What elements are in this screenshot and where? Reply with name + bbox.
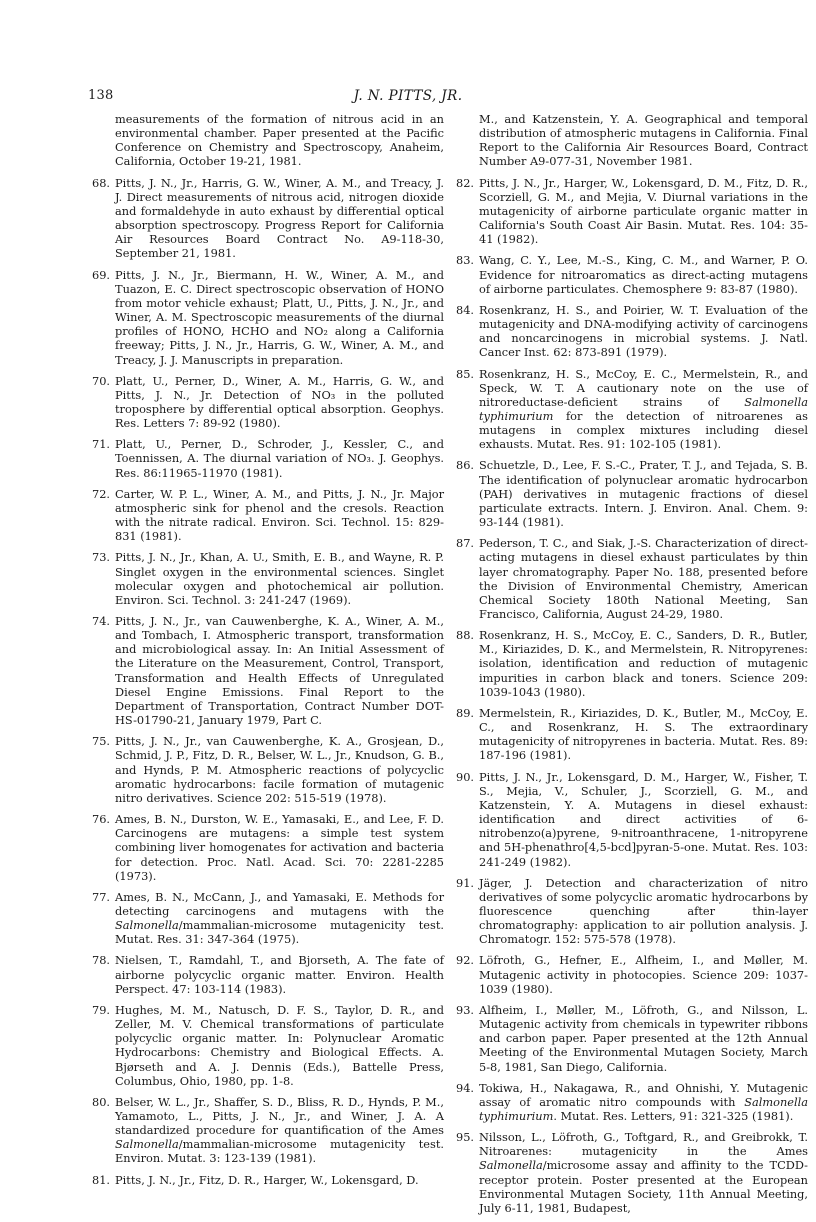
reference-text: Rosenkranz, H. S., McCoy, E. C., Mermelstein, R., and Speck, W. T. A cautionary note on the use of nitroreductase-deficient strains of xyxy=(479,366,808,409)
reference-text: Rosenkranz, H. S., and Poirier, W. T. Evaluation of the mutagenicity and DNA-modifying activity of carcinogens and noncarcinogens in microbial systems. J. Natl. Cancer Inst. 62: 873-891 (1979). xyxy=(479,302,808,360)
reference-entry xyxy=(92,176,444,261)
reference-text: for the detection of nitroarenes as mutagens in complex mixtures including diesel exhausts. Mutat. Res. 91: 102-105 (1981). xyxy=(479,408,808,452)
reference-text: Alfheim, I., Møller, M., Löfroth, G., and Nilsson, L. Mutagenic activity from chemicals in typewriter ribbons and carbon paper. Paper presented at the 12th Annual Meeting of the Environmental Mutagen Society, March 5-8, 1981, San Diego, California. xyxy=(479,1002,808,1074)
reference-italic-text: Salmonella typhimurium xyxy=(479,394,808,423)
reference-text: Pitts, J. N., Jr., Biermann, H. W., Winer, A. M., and Tuazon, E. C. Direct spectroscopic observation of HONO from motor vehicle exhaust; Platt, U., Pitts, J. N., Jr., and Winer, A. M. Spectroscopic measurements of the diurnal profiles of HONO, HCHO and NO₂ along a California freeway; Pitts, J. N., Jr., Harris, G. W., Winer, A. M., and Treacy, J. J. Manuscripts in preparation. xyxy=(115,267,444,367)
reference-text: Pitts, J. N., Jr., Fitz, D. R., Harger, W., Lokensgard, D. xyxy=(115,1172,419,1187)
reference-text: Pitts, J. N., Jr., Khan, A. U., Smith, E. B., and Wayne, R. P. Singlet oxygen in the environmental sciences. Singlet molecular oxygen and photochemical air pollution. Environ. Sci. Technol. 3: 241-247 (1969). xyxy=(115,550,444,607)
reference-entry xyxy=(456,253,808,295)
reference-text: /mammalian-microsome mutagenicity test. Environ. Mutat. 3: 123-139 (1981). xyxy=(115,1137,444,1166)
reference-text: Pitts, J. N., Jr., Harger, W., Lokensgard, D. M., Fitz, D. R., Scorziell, G. M., and Mejia, V. Diurnal variations in the mutagenicity of airborne particulate organic matter in California's South Coast Air Basin. Mutat. Res. 104: 35-41 (1982). xyxy=(479,175,808,247)
reference-entry xyxy=(92,1095,444,1166)
reference-italic-text: Salmonella xyxy=(479,1158,543,1173)
page-header xyxy=(0,88,816,108)
reference-entry xyxy=(456,176,808,247)
reference-text: . Mutat. Res. Letters, 91: 321-325 (1981). xyxy=(553,1109,794,1123)
reference-entry xyxy=(92,487,444,544)
reference-number: 70. xyxy=(92,373,111,388)
reference-italic-text: Salmonella xyxy=(115,918,179,933)
reference-text: Platt, U., Perner, D., Schroder, J., Kessler, C., and Toennissen, A. The diurnal variation of NO₃. J. Geophys. Res. 86:11965-11970 (1981). xyxy=(115,437,444,480)
reference-text: Tokiwa, H., Nakagawa, R., and Ohnishi, Y. Mutagenic assay of aromatic nitro compounds with xyxy=(479,1080,808,1109)
reference-entry xyxy=(92,734,444,805)
reference-number: 71. xyxy=(92,437,111,452)
reference-number: 93. xyxy=(456,1002,475,1017)
reference-number: 86. xyxy=(456,458,475,473)
reference-text: Carter, W. P. L., Winer, A. M., and Pitts, J. N., Jr. Major atmospheric sink for phenol and the cresols. Reaction with the nitrate radical. Environ. Sci. Technol. 15: 829-831 (1981). xyxy=(115,486,444,544)
reference-number: 75. xyxy=(92,734,111,749)
reference-text: Nilsson, L., Löfroth, G., Toftgard, R., and Greibrokk, T. Nitroarenes: mutagenicity in the Ames xyxy=(479,1130,808,1159)
reference-text: Pederson, T. C., and Siak, J.-S. Characterization of direct-acting mutagens in diesel exhaust particulates by thin layer chromatography. Paper No. 188, presented before the Division of Environmental Chemistry, American Chemical Society 180th National Meeting, San Francisco, California, August 24-29, 1980. xyxy=(479,536,808,621)
reference-number: 94. xyxy=(456,1080,475,1095)
reference-entry xyxy=(456,112,808,169)
reference-entry xyxy=(456,1003,808,1074)
reference-entry xyxy=(92,890,444,947)
reference-entry xyxy=(456,303,808,360)
reference-text: Rosenkranz, H. S., McCoy, E. C., Sanders, D. R., Butler, M., Kiriazides, D. K., and Mermelstein, R. Nitropyrenes: isolation, identification and reduction of mutagenic impurities in carbon black and toners. Science 209: 1039-1043 (1980). xyxy=(479,628,808,699)
reference-number: 69. xyxy=(92,267,111,282)
reference-text: Platt, U., Perner, D., Winer, A. M., Harris, G. W., and Pitts, J. N., Jr. Detection of NO₃ in the polluted troposphere by differential optical absorption. Geophys. Res. Letters 7: 89-92 (1980). xyxy=(115,373,444,431)
reference-entry xyxy=(92,437,444,479)
reference-entry xyxy=(92,1173,444,1187)
reference-text: /mammalian-microsome mutagenicity test. Mutat. Res. 31: 347-364 (1975). xyxy=(115,918,444,947)
references-left-column xyxy=(92,112,444,1194)
reference-entry xyxy=(456,1081,808,1123)
reference-entry xyxy=(456,536,808,621)
reference-entry xyxy=(456,458,808,529)
reference-number: 87. xyxy=(456,536,475,551)
reference-number: 84. xyxy=(456,302,475,317)
reference-number: 72. xyxy=(92,486,111,501)
reference-entry xyxy=(456,1130,808,1215)
reference-text: measurements of the formation of nitrous acid in an environmental chamber. Paper presented at the Pacific Conference on Chemistry and Spectroscopy, Anaheim, California, October 19-21, 1981. xyxy=(115,112,444,169)
reference-number: 74. xyxy=(92,614,111,628)
reference-text: Pitts, J. N., Jr., Lokensgard, D. M., Harger, W., Fisher, T. S., Mejia, V., Schuler, J., Scorziell, G. M., and Katzenstein, Y. A. Mutagens in diesel exhaust: identification and direct activities of 6-nitrobenzo(a)pyrene, 9-nitroanthracene, 1-nitropyrene and 5H-phenathro[4,5-bcd]pyran-5-one. Mutat. Res. 103: 241-249 (1982). xyxy=(479,769,808,869)
reference-number: 83. xyxy=(456,253,475,268)
reference-text: Wang, C. Y., Lee, M.-S., King, C. M., and Warner, P. O. Evidence for nitroaromatics as direct-acting mutagens of airborne particulates. Chemosphere 9: 83-87 (1980). xyxy=(479,253,808,296)
reference-number: 68. xyxy=(92,175,111,190)
reference-entry xyxy=(92,112,444,169)
reference-text: Schuetzle, D., Lee, F. S.-C., Prater, T. J., and Tejada, S. B. The identification of polynuclear aromatic hydrocarbon (PAH) derivatives in mutagenic fractions of diesel particulate extracts. Intern. J. Environ. Anal. Chem. 9: 93-144 (1981). xyxy=(479,458,808,530)
reference-text: Ames, B. N., Durston, W. E., Yamasaki, E., and Lee, F. D. Carcinogens are mutagens: a simple test system combining liver homogenates for activation and bacteria for detection. Proc. Natl. Acad. Sci. 70: 2281-2285 (1973). xyxy=(115,812,444,883)
reference-entry xyxy=(92,953,444,995)
reference-entry xyxy=(456,706,808,763)
reference-number: 80. xyxy=(92,1094,111,1109)
reference-entry xyxy=(92,374,444,431)
page-number: 138 xyxy=(88,88,114,103)
reference-entry xyxy=(92,812,444,883)
reference-entry xyxy=(92,268,444,367)
reference-text: Nielsen, T., Ramdahl, T., and Bjorseth, A. The fate of airborne polycyclic organic matter. Environ. Health Perspect. 47: 103-114 (1983). xyxy=(115,953,444,996)
reference-text: M., and Katzenstein, Y. A. Geographical and temporal distribution of atmospheric mutagens in California. Final Report to the California Air Resources Board, Contract Number A9-077-31, November 1981. xyxy=(479,112,808,169)
reference-text: Mermelstein, R., Kiriazides, D. K., Butler, M., McCoy, E. C., and Rosenkranz, H. S. The extraordinary mutagenicity of nitropyrenes in bacteria. Mutat. Res. 89: 187-196 (1981). xyxy=(479,705,808,763)
reference-number: 77. xyxy=(92,889,111,904)
reference-italic-text: Salmonella typhimurium xyxy=(479,1094,808,1123)
reference-number: 79. xyxy=(92,1002,111,1017)
reference-text: Jäger, J. Detection and characterization of nitro derivatives of some polycyclic aromatic hydrocarbons by fluorescence quenching after thin-layer chromatography: application to air pollution analysis. J. Chromatogr. 152: 575-578 (1978). xyxy=(479,875,808,947)
reference-text: Löfroth, G., Hefner, E., Alfheim, I., and Møller, M. Mutagenic activity in photocopies. Science 209: 1037-1039 (1980). xyxy=(479,953,808,996)
reference-text: /microsome assay and affinity to the TCDD-receptor protein. Poster presented at the European Environmental Mutagen Society, 11th Annual Meeting, July 6-11, 1981, Budapest, xyxy=(479,1158,808,1215)
reference-italic-text: Salmonella xyxy=(115,1137,179,1152)
reference-entry xyxy=(92,614,444,727)
reference-number: 95. xyxy=(456,1130,475,1145)
reference-text: Pitts, J. N., Jr., Harris, G. W., Winer, A. M., and Treacy, J. J. Direct measurements of nitrous acid, nitrogen dioxide and formaldehyde in auto exhaust by differential optical absorption spectroscopy. Progress Report for California Air Resources Board Contract No. A9-118-30, September 21, 1981. xyxy=(115,175,444,261)
reference-entry xyxy=(92,550,444,607)
reference-number: 90. xyxy=(456,769,475,784)
reference-number: 82. xyxy=(456,175,475,190)
reference-entry xyxy=(456,876,808,947)
reference-number: 92. xyxy=(456,953,475,968)
reference-number: 88. xyxy=(456,628,475,643)
reference-number: 91. xyxy=(456,875,475,890)
reference-entry xyxy=(92,1003,444,1088)
reference-text: Hughes, M. M., Natusch, D. F. S., Taylor, D. R., and Zeller, M. V. Chemical transformations of particulate polycyclic organic matter. In: Polynuclear Aromatic Hydrocarbons: Chemistry and Biological Effects. A. Bjørseth and A. J. Dennis (Eds.), Battelle Press, Columbus, Ohio, 1980, pp. 1-8. xyxy=(115,1002,444,1088)
running-head: J. N. PITTS, JR. xyxy=(353,88,463,104)
reference-number: 78. xyxy=(92,953,111,968)
reference-number: 81. xyxy=(92,1172,111,1187)
reference-number: 76. xyxy=(92,812,111,827)
reference-text: Ames, B. N., McCann, J., and Yamasaki, E. Methods for detecting carcinogens and mutagens with the xyxy=(115,889,444,918)
reference-entry xyxy=(456,953,808,995)
reference-number: 73. xyxy=(92,550,111,565)
reference-entry xyxy=(456,628,808,699)
reference-text: Pitts, J. N., Jr., van Cauwenberghe, K. A., Winer, A. M., and Tombach, I. Atmospheric transport, transformation and microbiological assay. In: An Initial Assessment of the Literature on the Measurement, Control, Transport, Transformation and Health Effects of Unregulated Diesel Engine Emissions. Final Report to the Department of Transportation, Contract Number DOT-HS-01790-21, January 1979, Part C. xyxy=(115,614,444,728)
reference-text: Pitts, J. N., Jr., van Cauwenberghe, K. A., Grosjean, D., Schmid, J. P., Fitz, D. R., Belser, W. L., Jr., Knudson, G. B., and Hynds, P. M. Atmospheric reactions of polycyclic aromatic hydrocarbons: facile formation of mutagenic nitro derivatives. Science 202: 515-519 (1978). xyxy=(115,734,444,805)
reference-entry xyxy=(456,367,808,452)
reference-text: Belser, W. L., Jr., Shaffer, S. D., Bliss, R. D., Hynds, P. M., Yamamoto, L., Pitts, J. N., Jr., and Winer, J. A. A standardized procedure for quantification of the Ames xyxy=(115,1094,444,1138)
reference-number: 89. xyxy=(456,705,475,720)
references-right-column xyxy=(456,112,808,1222)
reference-entry xyxy=(456,770,808,869)
reference-number: 85. xyxy=(456,366,475,381)
